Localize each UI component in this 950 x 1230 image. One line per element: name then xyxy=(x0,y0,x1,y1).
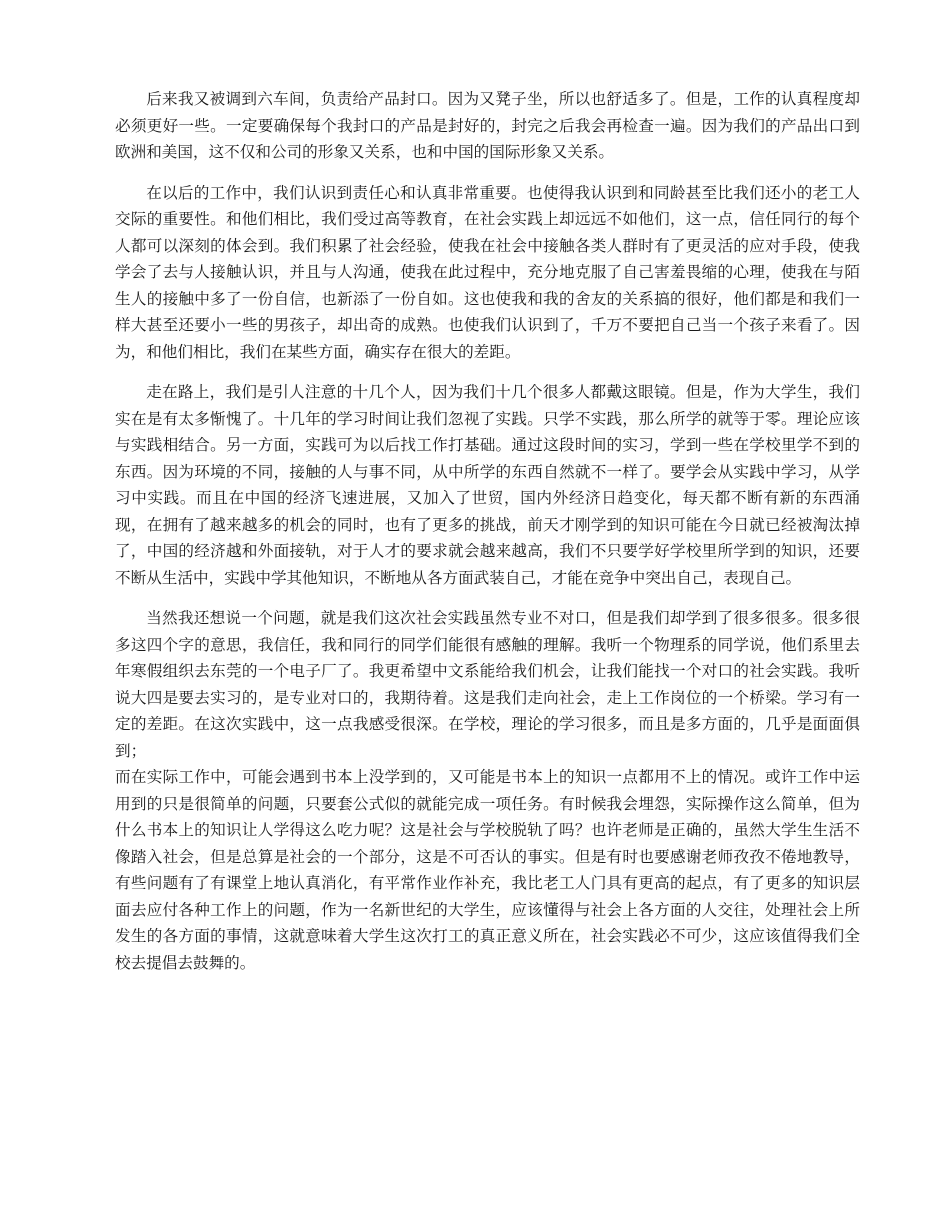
paragraph-4: 当然我还想说一个问题，就是我们这次社会实践虽然专业不对口，但是我们却学到了很多很多。很多很多这四个字的意思，我信任，我和同行的同学们能很有感触的理解。我听一个物理系的同学说，他们系里去年寒假组织去东莞的一个电子厂了。我更希望中文系能给我们机会，让我们能找一个对口的社会实践。我听说大四是要去实习的，是专业对口的，我期待着。这是我们走向社会，走上工作岗位的一个桥梁。学习有一定的差距。在这次实践中，这一点我感受很深。在学校，理论的学习很多，而且是多方面的，几乎是面面俱到； xyxy=(115,609,860,760)
paragraph-1: 后来我又被调到六车间，负责给产品封口。因为又凳子坐，所以也舒适多了。但是，工作的认真程度却必须更好一些。一定要确保每个我封口的产品是封好的，封完之后我会再检查一遍。因为我们的产品出口到欧洲和美国，这不仅和公司的形象又关系，也和中国的国际形象又关系。 xyxy=(115,90,860,161)
paragraph-3: 走在路上，我们是引人注意的十几个人，因为我们十几个很多人都戴这眼镜。但是，作为大学生，我们实在是有太多惭愧了。十几年的学习时间让我们忽视了实践。只学不实践，那么所学的就等于零。理论应该与实践相结合。另一方面，实践可为以后找工作打基础。通过这段时间的实习，学到一些在学校里学不到的东西。因为环境的不同，接触的人与事不同，从中所学的东西自然就不一样了。要学会从实践中学习，从学习中实践。而且在中国的经济飞速进展，又加入了世贸，国内外经济日趋变化，每天都不断有新的东西涌现，在拥有了越来越多的机会的同时，也有了更多的挑战，前天才刚学到的知识可能在今日就已经被淘汰掉了，中国的经济越和外面接轨，对于人才的要求就会越来越高，我们不只要学好学校里所学到的知识，还要不断从生活中，实践中学其他知识，不断地从各方面武装自己，才能在竞争中突出自己，表现自己。 xyxy=(115,383,860,587)
document-page xyxy=(115,86,860,990)
paragraph-2: 在以后的工作中，我们认识到责任心和认真非常重要。也使得我认识到和同龄甚至比我们还小的老工人交际的重要性。和他们相比，我们受过高等教育，在社会实践上却远远不如他们，这一点，信任同行的每个人都可以深刻的体会到。我们积累了社会经验，使我在社会中接触各类人群时有了更灵活的应对手段，使我学会了去与人接触认识，并且与人沟通，使我在此过程中，充分地克服了自己害羞畏缩的心理，使我在与陌生人的接触中多了一份自信，也新添了一份自如。这也使我和我的舍友的关系搞的很好，他们都是和我们一样大甚至还要小一些的男孩子，却出奇的成熟。也使我们认识到了，千万不要把自己当一个孩子来看了。因为，和他们相比，我们在某些方面，确实存在很大的差距。 xyxy=(115,183,860,361)
paragraph-5: 而在实际工作中，可能会遇到书本上没学到的，又可能是书本上的知识一点都用不上的情况。或许工作中运用到的只是很简单的问题，只要套公式似的就能完成一项任务。有时候我会埋怨，实际操作这么简单，但为什么书本上的知识让人学得这么吃力呢？这是社会与学校脱轨了吗？也许老师是正确的，虽然大学生生活不像踏入社会，但是总算是社会的一个部分，这是不可否认的事实。但是有时也要感谢老师孜孜不倦地教导，有些问题有了有课堂上地认真消化，有平常作业作补充，我比老工人门具有更高的起点，有了更多的知识层面去应付各种工作上的问题，作为一名新世纪的大学生，应该懂得与社会上各方面的人交往，处理社会上所发生的各方面的事情，这就意味着大学生这次打工的真正意义所在，社会实践必不可少，这应该值得我们全校去提倡去鼓舞的。 xyxy=(115,768,860,972)
